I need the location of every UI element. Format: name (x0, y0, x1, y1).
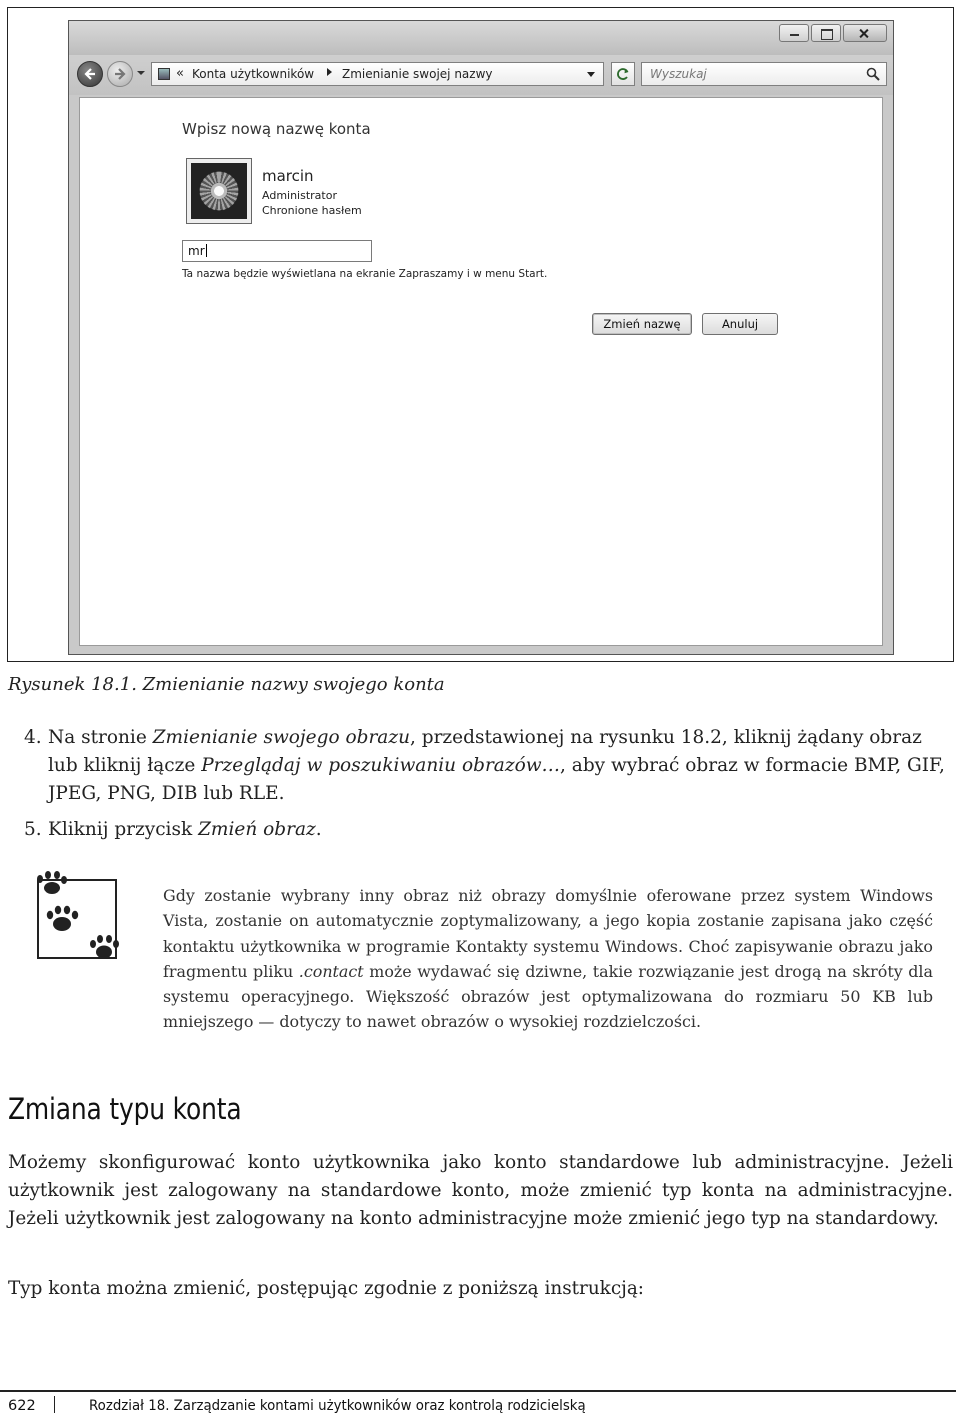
close-button[interactable] (843, 24, 887, 42)
step-emphasis: Zmienianie swojego obrazu (152, 727, 410, 748)
window-titlebar (69, 21, 893, 55)
page-footer (8, 1396, 629, 1414)
note-body: może wydawać się dziwne, takie rozwiązanie jest drogą na skróty dla systemu operacyjnego. Większość obrazów jest optymalizowana do rozmiaru 50 KB lub mniejszego — dotyczy to nawet obrazów o wysokiej rozdzielczości. (163, 961, 933, 1032)
step-emphasis: Przeglądaj w poszukiwaniu obrazów… (201, 755, 561, 776)
section-heading: Zmiana typu konta (8, 1092, 242, 1126)
magnifier-icon[interactable] (866, 67, 880, 81)
search-placeholder: Wyszukaj (650, 67, 707, 81)
breadcrumb-separator-icon[interactable] (327, 68, 332, 76)
step-number: 4. (24, 727, 42, 748)
account-name: marcin (262, 167, 314, 185)
step-number: 5. (24, 819, 42, 840)
section-paragraph: Możemy skonfigurować konto użytkownika jako konto standardowe lub administracyjne. Jeżeli użytkownik jest zalogowany na standardowe konto, może zmienić typ konta na administracyjne. Jeżeli użytkownik jest zalogowany na konto administracyjne może zmienić jego typ na standardowy. (8, 1152, 953, 1230)
note-body: Gdy zostanie wybrany inny obraz niż obrazy domyślnie oferowane przez system Windows Vista, zostanie on automatycznie zoptymalizowany, a jego kopia zostanie zapisana jako część kontaktu użytkownika w programie Kontakty systemu Windows. Choć zapisywanie obrazu jako fragmentu pliku (163, 886, 933, 981)
control-panel-icon (158, 68, 170, 80)
breadcrumb-overflow-icon[interactable]: « (176, 66, 184, 81)
window-controls (777, 24, 887, 42)
forward-button[interactable] (107, 61, 133, 87)
step-text: , aby wybrać obraz w formacie BMP, GIF, JPEG, PNG, DIB lub RLE. (48, 755, 945, 804)
minimize-button[interactable] (779, 24, 809, 42)
breadcrumb-current[interactable]: Zmienianie swojej nazwy (342, 67, 493, 81)
dialog-heading: Wpisz nową nazwę konta (182, 120, 371, 138)
step-text: Kliknij przycisk (48, 819, 199, 840)
paw-prints-icon (22, 866, 126, 974)
list-item (8, 816, 956, 844)
breadcrumb-accounts[interactable]: Konta użytkowników (192, 67, 315, 81)
footer-rule (0, 1390, 956, 1392)
address-bar[interactable] (151, 62, 604, 86)
change-name-button[interactable]: Zmień nazwę (592, 313, 692, 335)
new-name-input[interactable]: mr (182, 240, 372, 262)
refresh-icon (616, 67, 630, 81)
search-field[interactable] (641, 62, 887, 86)
navigation-bar (69, 55, 893, 95)
note-emphasis: .contact (298, 961, 364, 981)
name-hint: Ta nazwa będzie wyświetlana na ekranie Zapraszamy i w menu Start. (182, 268, 548, 280)
section-paragraph: Typ konta można zmienić, postępując zgodnie z poniższą instrukcją: (8, 1278, 644, 1299)
step-text: . (315, 819, 322, 840)
page-number: 622 (8, 1398, 36, 1414)
maximize-button[interactable] (811, 24, 841, 42)
back-arrow-icon (83, 67, 97, 81)
recent-pages-chevron-down-icon[interactable] (137, 69, 145, 77)
step-text: , przedstawionej na rysunku 18.2, kliknij żądany obraz lub kliknij łącze (48, 727, 922, 776)
step-text: Na stronie (48, 727, 153, 748)
step-emphasis: Zmień obraz (198, 819, 316, 840)
list-item (8, 724, 956, 808)
address-dropdown-icon[interactable] (587, 72, 595, 77)
figure-caption: Rysunek 18.1. Zmienianie nazwy swojego konta (8, 674, 445, 695)
cancel-button[interactable]: Anuluj (702, 313, 778, 335)
refresh-button[interactable] (611, 62, 635, 86)
account-password-status: Chronione hasłem (262, 204, 362, 217)
forward-arrow-icon (113, 67, 127, 81)
content-pane (79, 97, 883, 646)
back-button[interactable] (77, 61, 103, 87)
figure-frame (7, 7, 954, 662)
account-type: Administrator (262, 189, 337, 202)
note-text (163, 883, 933, 1035)
control-panel-window (68, 20, 894, 655)
user-picture-icon (186, 158, 252, 224)
footer-divider (54, 1396, 55, 1413)
chapter-title: Rozdział 18. Zarządzanie kontami użytkowników oraz kontrolą rodzicielską (89, 1398, 586, 1414)
steps-list (8, 724, 956, 844)
